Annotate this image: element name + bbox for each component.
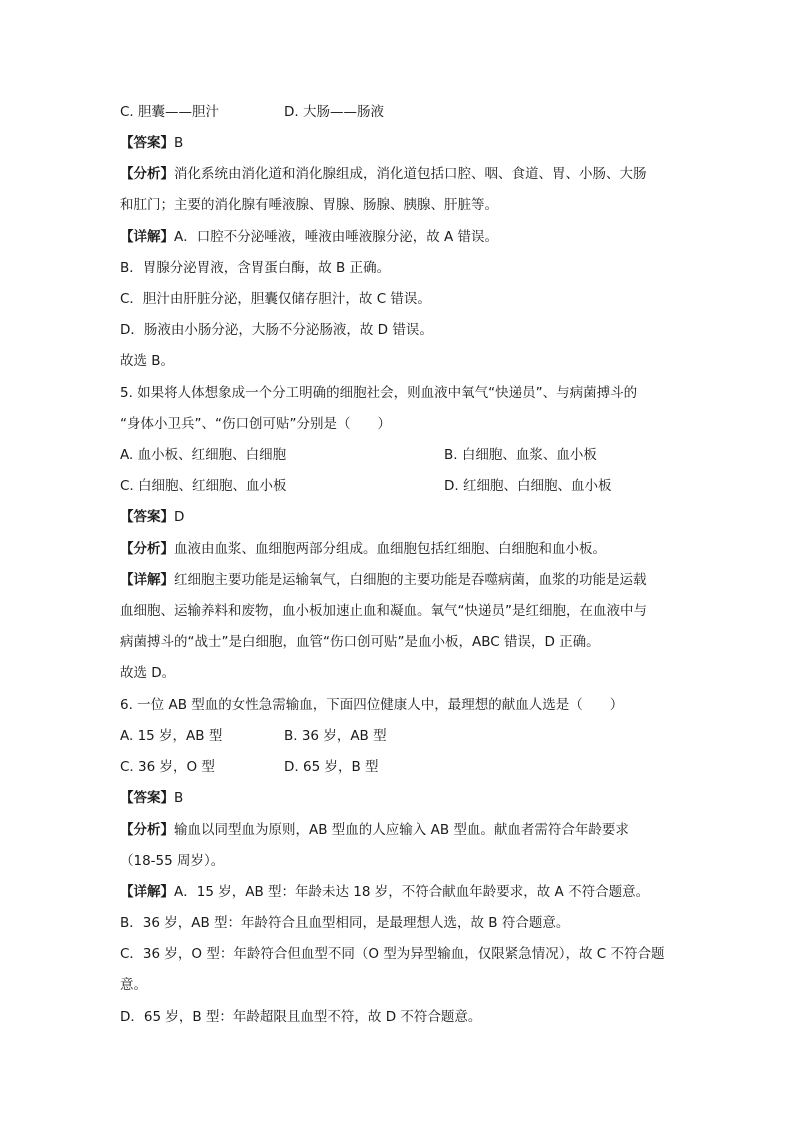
q4-analysis-line-2: 和肛门；主要的消化腺有唾液腺、胃腺、肠腺、胰腺、肝脏等。 <box>120 197 498 213</box>
answer-tag: 【答案】 <box>120 135 174 151</box>
detail-tag: 【详解】 <box>120 229 174 245</box>
q5-conclusion: 故选 D。 <box>120 665 176 681</box>
q6-detail-line-1 <box>120 882 649 902</box>
q5-analysis-line-1 <box>120 539 606 559</box>
detail-tag: 【详解】 <box>120 884 174 900</box>
q5-option-c: C. 白细胞、红细胞、血小板 <box>120 478 287 494</box>
q4-detail-line-3: C．胆汁由肝脏分泌，胆囊仅储存胆汁，故 C 错误。 <box>120 291 431 307</box>
q6-answer-line <box>120 788 183 808</box>
q6-option-b: B. 36 岁，AB 型 <box>284 728 387 744</box>
q5-stem-line-2: “身体小卫兵”、“伤口创可贴”分别是（ ） <box>120 416 391 432</box>
q4-detail-line-1 <box>120 227 498 247</box>
q6-analysis-line-2: （18-55 周岁）。 <box>120 853 225 869</box>
q5-option-b: B. 白细胞、血浆、血小板 <box>444 447 597 463</box>
q4-conclusion: 故选 B。 <box>120 353 175 369</box>
analysis-tag: 【分析】 <box>120 166 174 182</box>
q4-analysis-text-1: 消化系统由消化道和消化腺组成，消化道包括口腔、咽、食道、胃、小肠、大肠 <box>174 166 647 182</box>
q6-answer: B <box>174 790 184 806</box>
q5-detail-line-3: 病菌搏斗的“战士”是白细胞，血管“伤口创可贴”是血小板，ABC 错误，D 正确。 <box>120 634 600 650</box>
q5-stem-line-1: 5. 如果将人体想象成一个分工明确的细胞社会，则血液中氧气“快递员”、与病菌搏斗的 <box>120 385 638 401</box>
answer-tag: 【答案】 <box>120 509 174 525</box>
q6-detail-line-5: D．65 岁，B 型：年龄超限且血型不符，故 D 不符合题意。 <box>120 1009 482 1025</box>
q6-option-a: A. 15 岁，AB 型 <box>120 728 223 744</box>
q6-stem: 6. 一位 AB 型血的女性急需输血，下面四位健康人中，最理想的献血人选是（ ） <box>120 697 624 713</box>
q4-analysis-line-1 <box>120 164 647 184</box>
q5-option-d: D. 红细胞、白细胞、血小板 <box>444 478 612 494</box>
q4-option-d: D. 大肠——肠液 <box>284 104 384 120</box>
q4-answer-line <box>120 133 183 153</box>
q6-option-c: C. 36 岁，O 型 <box>120 759 215 775</box>
detail-tag: 【详解】 <box>120 572 174 588</box>
q6-option-d: D. 65 岁，B 型 <box>284 759 379 775</box>
q6-detail-line-4: 意。 <box>120 977 147 993</box>
q4-detail-line-2: B．胃腺分泌胃液，含胃蛋白酶，故 B 正确。 <box>120 260 391 276</box>
answer-tag: 【答案】 <box>120 790 174 806</box>
q4-option-c: C. 胆囊——胆汁 <box>120 104 220 120</box>
q6-detail-line-3: C．36 岁，O 型：年龄符合但血型不同（O 型为异型输血，仅限紧急情况），故 C 不符合题 <box>120 946 665 962</box>
q5-detail-text-1: 红细胞主要功能是运输氧气，白细胞的主要功能是吞噬病菌，血浆的功能是运载 <box>174 572 647 588</box>
q5-detail-line-1 <box>120 570 647 590</box>
q5-option-a: A. 血小板、红细胞、白细胞 <box>120 447 287 463</box>
q6-analysis-line-1 <box>120 820 629 840</box>
analysis-tag: 【分析】 <box>120 541 174 557</box>
q6-analysis-text-1: 输血以同型血为原则，AB 型血的人应输入 AB 型血。献血者需符合年龄要求 <box>174 822 629 838</box>
q5-answer: D <box>174 509 185 525</box>
q6-detail-text-1: A．15 岁，AB 型：年龄未达 18 岁，不符合献血年龄要求，故 A 不符合题意。 <box>174 884 650 900</box>
q5-answer-line <box>120 507 184 527</box>
q4-answer: B <box>174 135 184 151</box>
q4-detail-line-4: D．肠液由小肠分泌，大肠不分泌肠液，故 D 错误。 <box>120 322 433 338</box>
q6-detail-line-2: B．36 岁，AB 型：年龄符合且血型相同，是最理想人选，故 B 符合题意。 <box>120 915 570 931</box>
q5-analysis-text-1: 血液由血浆、血细胞两部分组成。血细胞包括红细胞、白细胞和血小板。 <box>174 541 606 557</box>
q4-detail-text-1: A．口腔不分泌唾液，唾液由唾液腺分泌，故 A 错误。 <box>174 229 499 245</box>
q5-detail-line-2: 血细胞、运输养料和废物，血小板加速止血和凝血。氧气“快递员”是红细胞，在血液中与 <box>120 603 647 619</box>
analysis-tag: 【分析】 <box>120 822 174 838</box>
